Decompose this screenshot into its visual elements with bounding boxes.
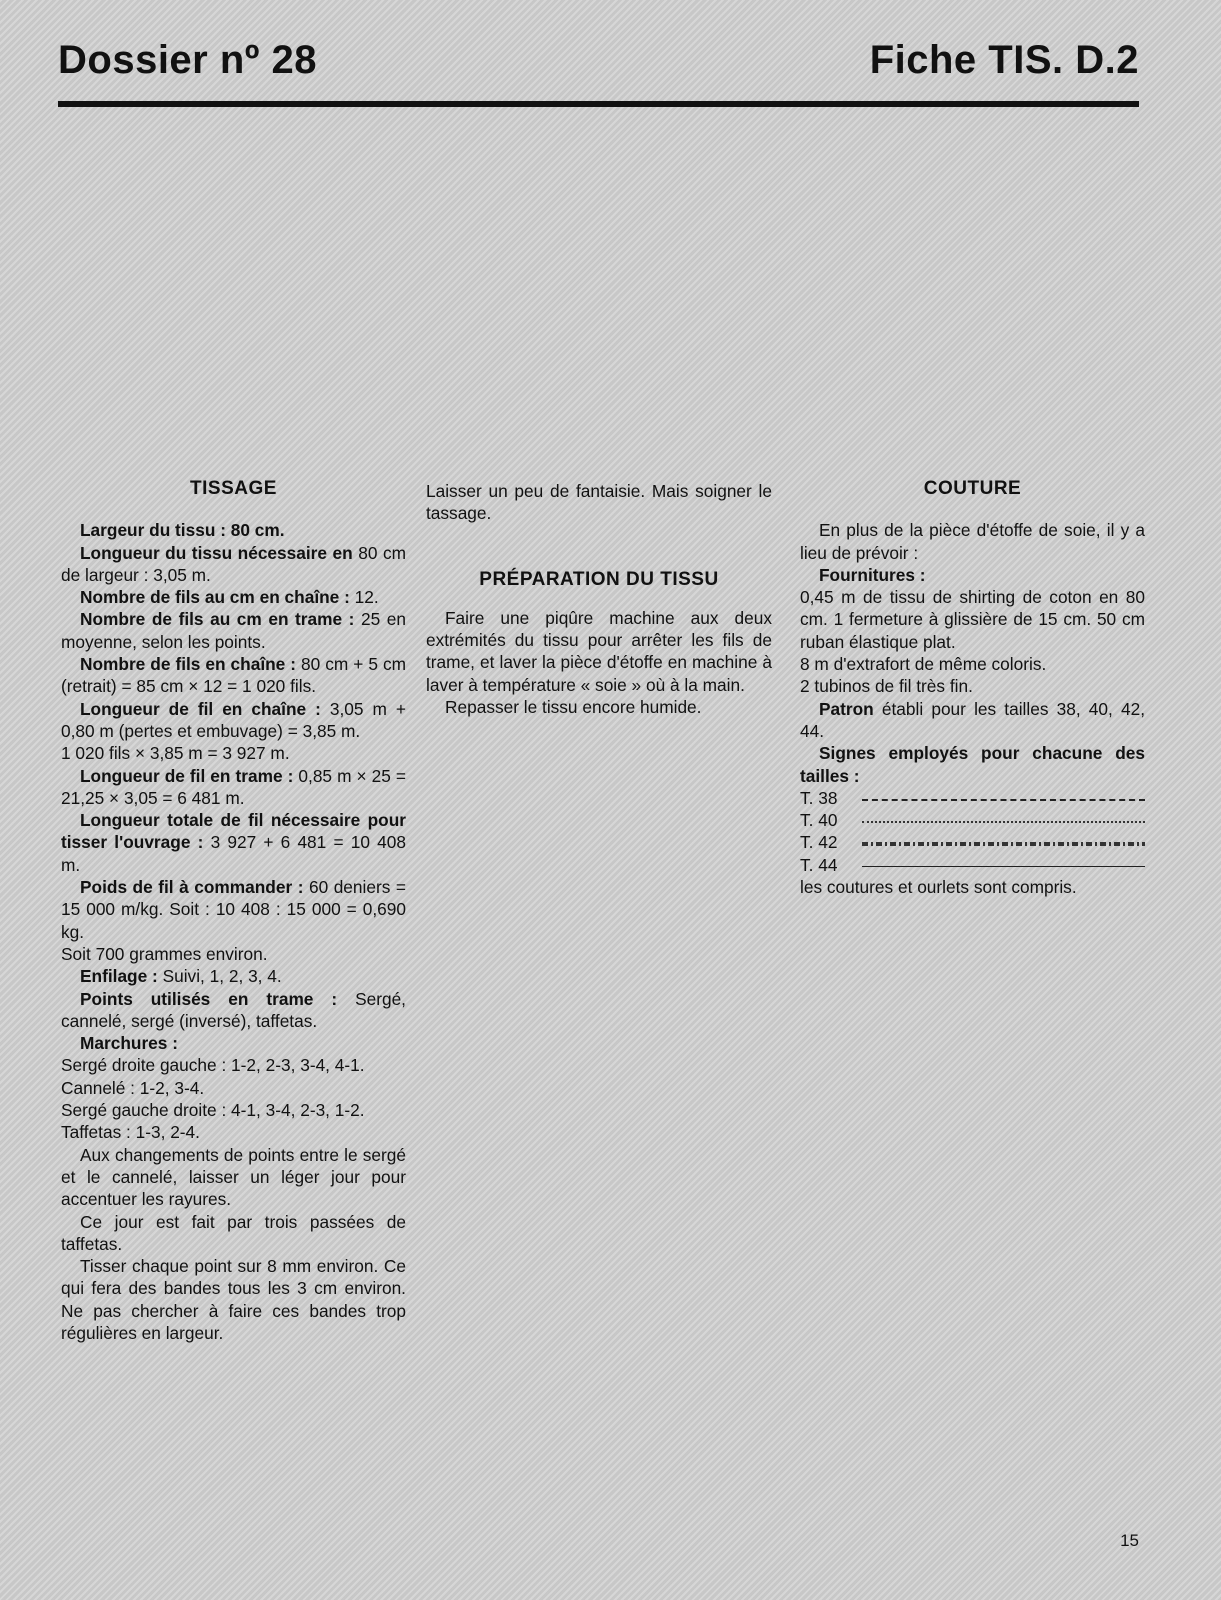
size-44-solid-line [862,866,1145,867]
marchure-taffetas: Taffetas : 1-3, 2-4. [61,1122,200,1143]
longueur-text: 80 cm de largeur : 3,05 m. [61,542,406,585]
fils-chaine-cm-text: 12. [354,587,379,608]
repasser-paragraph: Repasser le tissu encore humide. [445,697,702,718]
size-40-row [800,809,1145,831]
enfilage-text: Suivi, 1, 2, 3, 4. [157,966,282,987]
fantaisie-paragraph: Laisser un peu de fantaisie. Mais soigner le tassage. [426,481,772,524]
marchures-label: Marchures : [80,1033,178,1054]
fil-chaine-label: Longueur de fil en chaîne : [80,698,321,719]
couture-column [800,478,1145,898]
fil-chaine-calc: 1 020 fils × 3,85 m = 3 927 m. [61,743,290,764]
size-44-row [800,854,1145,876]
marchures-paragraph [61,1032,406,1054]
fils-chaine-text: 80 cm + 5 cm (retrait) = 85 cm × 12 = 1 020 fils. [61,654,406,697]
tisser-paragraph: Tisser chaque point sur 8 mm environ. Ce qui fera des bandes tous les 3 cm environ. Ne pas chercher à faire ces bandes trop régulières en largeur. [61,1256,406,1343]
fils-trame-cm-text: 25 en moyenne, selon les points. [61,609,406,652]
coutures-compris-line: les coutures et ourlets sont compris. [800,877,1077,898]
fil-trame-paragraph [61,765,406,810]
fournitures-list: 0,45 m de tissu de shirting de coton en 80 cm. 1 fermeture à glissière de 15 cm. 50 cm ruban élastique plat. [800,587,1145,652]
poids-approx: Soit 700 grammes environ. [61,943,268,964]
size-42-label: T. 42 [800,832,838,853]
preparation-column [426,480,772,718]
page-number: 15 [1120,1531,1139,1550]
fils-chaine-paragraph [61,653,406,698]
size-38-row [800,787,1145,809]
fil-chaine-text: 3,05 m + 0,80 m (pertes et embuvage) = 3,85 m. [61,698,406,741]
patron-label: Patron [819,698,874,719]
page-header [58,38,1139,88]
dossier-title: Dossier nº 28 [58,38,317,82]
longueur-label: Longueur du tissu nécessaire en [80,542,353,563]
marchure-serge-dg: Sergé droite gauche : 1-2, 2-3, 3-4, 4-1. [61,1055,365,1076]
points-label: Points utilisés en trame : [80,988,338,1009]
size-40-dotted-line [862,821,1145,823]
enfilage-paragraph [61,965,406,987]
largeur-label: Largeur du tissu : 80 cm. [80,520,285,541]
size-38-label: T. 38 [800,787,838,808]
fil-trame-text: 0,85 m × 25 = 21,25 × 3,05 = 6 481 m. [61,765,406,808]
poids-paragraph [61,876,406,943]
size-40-label: T. 40 [800,810,838,831]
changements-paragraph: Aux changements de points entre le sergé et le cannelé, laisser un léger jour pour accentuer les rayures. [61,1144,406,1210]
size-44-label: T. 44 [800,854,838,875]
fil-total-paragraph [61,809,406,876]
poids-text: 60 deniers = 15 000 m/kg. Soit : 10 408 : 15 000 = 0,690 kg. [61,877,406,942]
fils-trame-cm-paragraph [61,608,406,653]
tubinos-line: 2 tubinos de fil très fin. [800,676,973,697]
tissage-heading: TISSAGE [190,478,277,499]
poids-label: Poids de fil à commander : [80,877,304,898]
fils-chaine-cm-label: Nombre de fils au cm en chaîne : [80,587,350,608]
fils-chaine-cm-paragraph [61,586,406,608]
header-rule [58,101,1139,107]
tissage-column [61,478,406,1344]
patron-text: établi pour les tailles 38, 40, 42, 44. [800,698,1145,741]
size-42-row [800,831,1145,853]
couture-heading: COUTURE [923,478,1022,499]
fil-total-label: Longueur totale de fil nécessaire pour tisser l'ouvrage : [61,810,406,853]
size-38-dashed-line [862,799,1145,801]
longueur-paragraph [61,542,406,587]
preparation-heading: PRÉPARATION DU TISSU [479,568,719,590]
prevoir-paragraph: En plus de la pièce d'étoffe de soie, il y a lieu de prévoir : [800,520,1145,563]
points-text: Sergé, cannelé, sergé (inversé), taffetas. [61,988,406,1031]
extrafort-line: 8 m d'extrafort de même coloris. [800,654,1047,675]
jour-paragraph: Ce jour est fait par trois passées de taffetas. [61,1211,406,1254]
fournitures-paragraph [800,564,1145,586]
enfilage-label: Enfilage : [80,966,158,987]
fiche-title: Fiche TIS. D.2 [869,38,1139,82]
fil-trame-label: Longueur de fil en trame : [80,765,294,786]
piqure-paragraph: Faire une piqûre machine aux deux extrémités du tissu pour arrêter les fils de trame, et laver la pièce d'étoffe en machine à laver à température « soie » où à la main. [426,607,772,695]
points-paragraph [61,988,406,1033]
signes-paragraph: Signes employés pour chacune des tailles : [800,743,1145,786]
fils-chaine-label: Nombre de fils en chaîne : [80,654,297,675]
largeur-paragraph [61,519,406,541]
fil-total-text: 3 927 + 6 481 = 10 408 m. [61,832,406,875]
marchure-cannele: Cannelé : 1-2, 3-4. [61,1077,205,1098]
patron-paragraph [800,698,1145,743]
size-42-dashdot-line [862,842,1145,846]
marchure-serge-gd: Sergé gauche droite : 4-1, 3-4, 2-3, 1-2. [61,1100,365,1121]
fil-chaine-paragraph [61,698,406,743]
fils-trame-cm-label: Nombre de fils au cm en trame : [80,609,355,630]
fournitures-label: Fournitures : [819,564,926,585]
